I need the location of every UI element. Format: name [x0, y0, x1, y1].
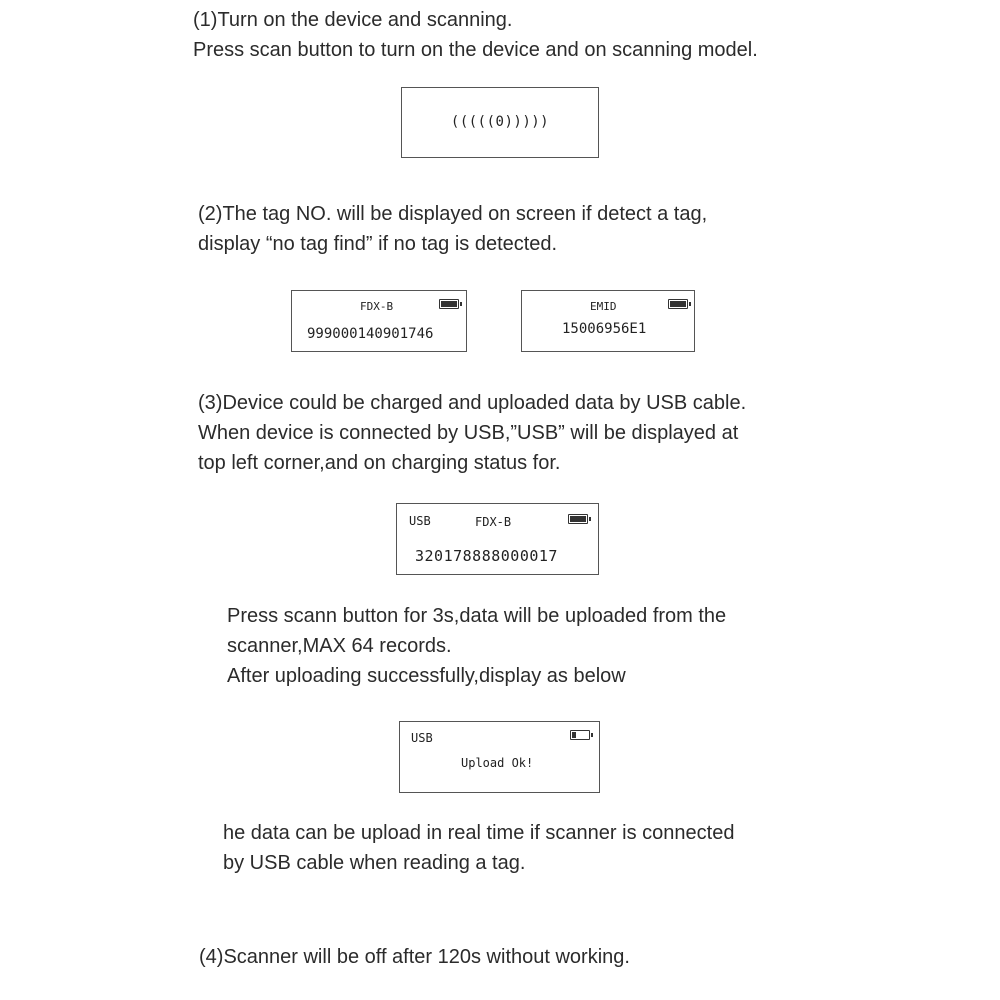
tag-type-label: FDX-B — [475, 515, 512, 529]
step3-title: (3)Device could be charged and uploaded data by USB cable. — [198, 392, 747, 414]
usb-indicator: USB — [411, 731, 433, 745]
battery-low-icon — [570, 730, 590, 740]
tag-number: 320178888000017 — [415, 547, 558, 565]
upload-text-line2: scanner,MAX 64 records. — [227, 635, 452, 657]
upload-text-line3: After uploading successfully,display as below — [227, 665, 626, 687]
step3-text-line2: top left corner,and on charging status for. — [198, 452, 561, 474]
upload-status-message: Upload Ok! — [461, 756, 534, 770]
step1-title: (1)Turn on the device and scanning. — [193, 9, 513, 31]
scanning-screen — [401, 87, 599, 158]
upload-instructions — [227, 601, 726, 691]
battery-full-icon — [668, 299, 688, 309]
step2-title: (2)The tag NO. will be displayed on screen if detect a tag, — [198, 203, 708, 225]
step1-text: Press scan button to turn on the device and on scanning model. — [193, 39, 758, 61]
realtime-text-line1: he data can be upload in real time if scanner is connected — [223, 822, 735, 844]
step4-instructions — [199, 942, 630, 972]
step2-text: display “no tag find” if no tag is detected. — [198, 233, 558, 255]
scanning-indicator: (((((0))))) — [450, 114, 550, 130]
usb-fdxb-screen — [396, 503, 599, 575]
tag-number: 15006956E1 — [562, 321, 647, 337]
realtime-text-line2: by USB cable when reading a tag. — [223, 852, 526, 874]
step4-title: (4)Scanner will be off after 120s without working. — [199, 946, 630, 968]
usb-indicator: USB — [409, 514, 431, 528]
upload-ok-screen — [399, 721, 600, 793]
upload-text-line1: Press scann button for 3s,data will be uploaded from the — [227, 605, 727, 627]
tag-type-label: FDX-B — [360, 300, 394, 313]
battery-full-icon — [439, 299, 459, 309]
tag-number: 999000140901746 — [307, 326, 434, 342]
realtime-note — [223, 818, 734, 878]
fdxb-screen — [291, 290, 467, 352]
battery-full-icon — [568, 514, 588, 524]
tag-type-label: EMID — [590, 300, 617, 313]
step2-instructions — [198, 199, 707, 259]
step3-instructions — [198, 388, 746, 478]
step3-text-line1: When device is connected by USB,”USB” will be displayed at — [198, 422, 739, 444]
step1-instructions — [193, 5, 758, 65]
emid-screen — [521, 290, 695, 352]
